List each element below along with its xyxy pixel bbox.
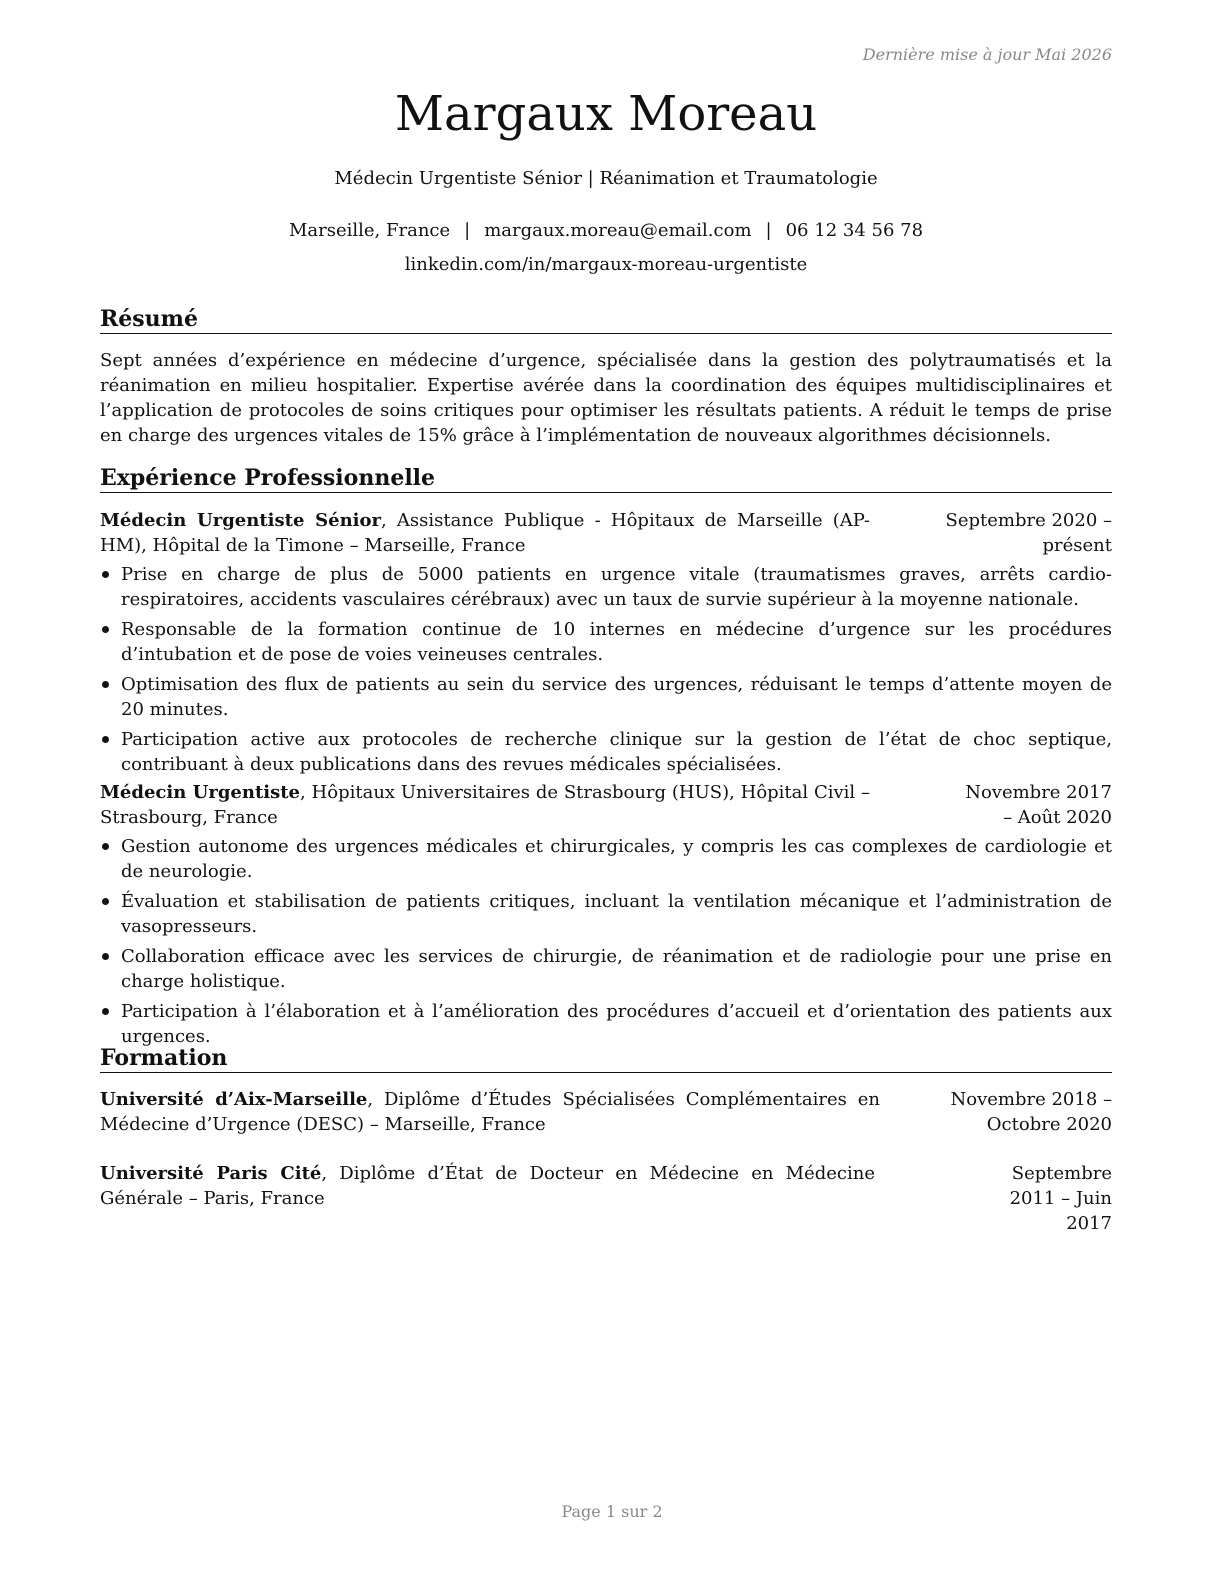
contact-email[interactable]: margaux.moreau@email.com	[484, 220, 752, 241]
education-details: , Diplôme d’État de Docteur en Médecine en Médecine Générale – Paris, France	[100, 1163, 876, 1209]
education-header	[100, 1087, 1112, 1137]
experience-details: , Assistance Publique - Hôpitaux de Marseille (AP-HM), Hôpital de la Timone – Marseille, France	[100, 510, 870, 556]
experience-bullets	[100, 834, 1112, 1049]
bullet-icon	[102, 571, 109, 578]
education-school: Université Paris Cité	[100, 1163, 322, 1184]
list-item: Évaluation et stabilisation de patients critiques, incluant la ventilation mécanique et l’administration de vasopresseurs.	[100, 889, 1112, 939]
bullet-icon	[102, 626, 109, 633]
experience-header	[100, 780, 1112, 830]
list-item: Collaboration efficace avec les services de chirurgie, de réanimation et de radiologie pour une prise en charge holistique.	[100, 944, 1112, 994]
section-title-summary: Résumé	[100, 306, 1112, 334]
candidate-name: Margaux Moreau	[394, 86, 818, 142]
experience-dates: Novembre 2017 – Août 2020	[965, 782, 1112, 828]
bullet-icon	[102, 736, 109, 743]
experience-bullets	[100, 562, 1112, 777]
bullet-icon	[102, 953, 109, 960]
education-entry	[100, 1161, 1112, 1236]
linkedin-link[interactable]: linkedin.com/in/margaux-moreau-urgentiste	[404, 254, 808, 275]
list-item: Responsable de la formation continue de 10 internes en médecine d’urgence sur les procédures d’intubation et de pose de voies veineuses centrales.	[100, 617, 1112, 667]
summary-text: Sept années d’expérience en médecine d’urgence, spécialisée dans la gestion des polytraumatisés et la réanimation en milieu hospitalier. Expertise avérée dans la coordination des équipes multidisciplinaires et l’application de protocoles de soins critiques pour optimiser les résultats patients. A réduit le temps de prise en charge des urgences vitales de 15% grâce à l’implémentation de nouveaux algorithmes décisionnels.	[100, 350, 1112, 446]
education-details: , Diplôme d’Études Spécialisées Complémentaires en Médecine d’Urgence (DESC) – Marseille, France	[100, 1089, 881, 1135]
experience-entry	[100, 508, 1112, 782]
education-org	[100, 1087, 880, 1137]
contact-separator: |	[765, 220, 772, 241]
experience-org	[100, 780, 870, 830]
candidate-subtitle: Médecin Urgentiste Sénior | Réanimation et Traumatologie	[334, 168, 878, 189]
list-item: Prise en charge de plus de 5000 patients en urgence vitale (traumatismes graves, arrêts cardio-respiratoires, accidents vasculaires cérébraux) avec un taux de survie supérieur à la moyenne nationale.	[100, 562, 1112, 612]
experience-entry	[100, 780, 1112, 1054]
section-title-experience: Expérience Professionnelle	[100, 465, 1112, 493]
experience-role: Médecin Urgentiste Sénior	[100, 510, 382, 531]
bullet-icon	[102, 843, 109, 850]
contact-phone: 06 12 34 56 78	[785, 220, 924, 241]
experience-org	[100, 508, 870, 558]
experience-dates: Septembre 2020 – présent	[945, 510, 1112, 556]
bullet-icon	[102, 898, 109, 905]
education-dates: Septembre 2011 – Juin 2017	[1009, 1163, 1112, 1234]
list-item: Participation à l’élaboration et à l’amélioration des procédures d’accueil et d’orientation des patients aux urgences.	[100, 999, 1112, 1049]
contact-separator: |	[464, 220, 471, 241]
education-entry	[100, 1087, 1112, 1137]
education-school: Université d’Aix-Marseille	[100, 1089, 368, 1110]
list-item: Optimisation des flux de patients au sein du service des urgences, réduisant le temps d’attente moyen de 20 minutes.	[100, 672, 1112, 722]
bullet-icon	[102, 681, 109, 688]
contact-line	[100, 220, 1112, 241]
experience-header	[100, 508, 1112, 558]
experience-details: , Hôpitaux Universitaires de Strasbourg (HUS), Hôpital Civil – Strasbourg, France	[100, 782, 870, 828]
contact-location: Marseille, France	[288, 220, 451, 241]
education-dates: Novembre 2018 – Octobre 2020	[950, 1089, 1112, 1135]
list-item: Participation active aux protocoles de recherche clinique sur la gestion de l’état de choc septique, contribuant à deux publications dans des revues médicales spécialisées.	[100, 727, 1112, 777]
list-item: Gestion autonome des urgences médicales et chirurgicales, y compris les cas complexes de cardiologie et de neurologie.	[100, 834, 1112, 884]
education-org	[100, 1161, 875, 1236]
experience-role: Médecin Urgentiste	[100, 782, 301, 803]
bullet-icon	[102, 1008, 109, 1015]
education-header	[100, 1161, 1112, 1236]
last-updated: Dernière mise à jour Mai 2026	[862, 45, 1112, 64]
page-number: Page 1 sur 2	[561, 1502, 663, 1521]
section-title-education: Formation	[100, 1045, 1112, 1073]
